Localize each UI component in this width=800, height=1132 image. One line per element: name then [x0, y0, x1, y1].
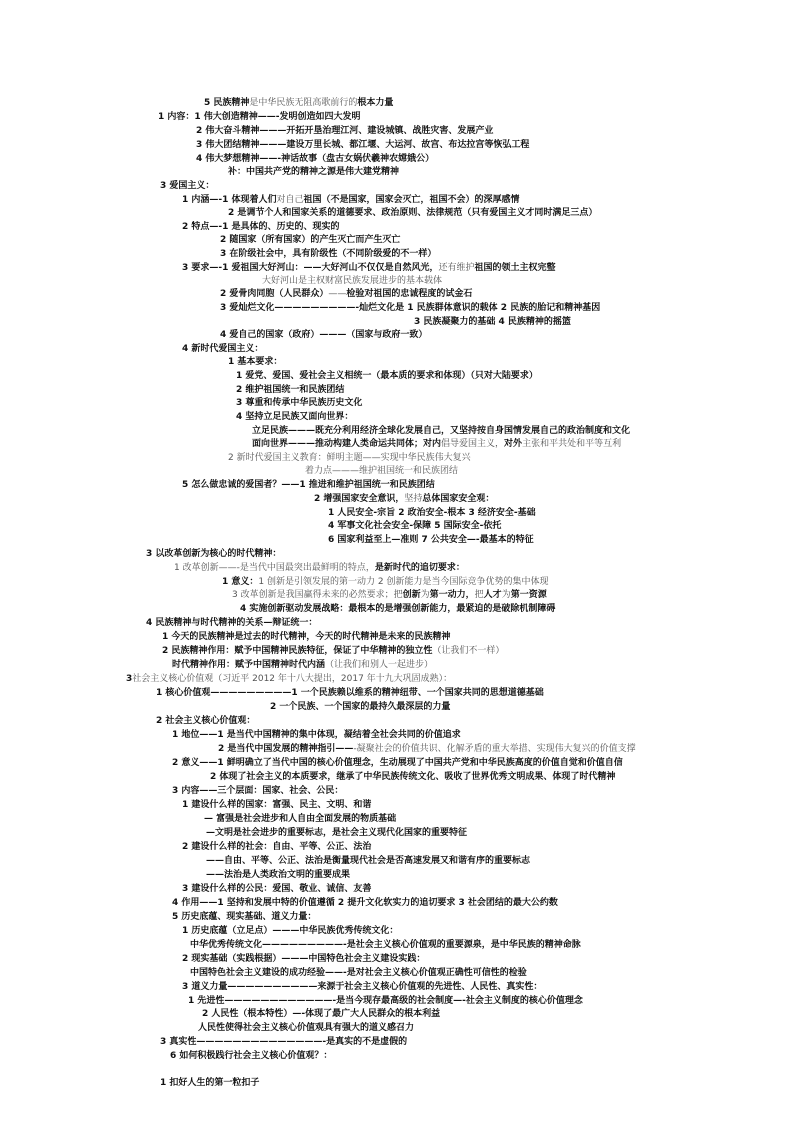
text-line	[218, 743, 636, 756]
text-line	[182, 479, 435, 492]
text-line	[220, 302, 600, 315]
text-run: 4 爱自己的国家（政府）———（国家与政府一致）	[220, 330, 428, 340]
text-run: 1 创新是引领发展的第一动力 2 创新能力是当今国际竞争优势的集中体现	[258, 577, 549, 587]
text-line	[220, 288, 472, 301]
text-line	[262, 275, 442, 288]
text-run: 2 人民性（根本特性）—-体现了最广大人民群众的根本利益	[202, 1009, 441, 1019]
text-run: 2 一个民族、一个国家的最持久最深层的力量	[270, 702, 451, 712]
text-run: 3 尊重和传承中华民族历史文化	[236, 398, 363, 408]
text-run: 创新	[402, 590, 421, 600]
text-run: 还有维护	[438, 263, 475, 273]
text-run: 人才	[483, 590, 502, 600]
text-run: 社会主义核心价值观（习近平 2012 年十八大提出，2017 年十九大巩固成熟）：	[132, 674, 453, 684]
text-run: 中国特色社会主义建设的成功经验——-是对社会主义核心价值观正确性可信性的检验	[190, 968, 527, 978]
text-run: 4 伟大梦想精神——-神话故事（盘古女娲伏羲神农嫦娥公）	[196, 154, 435, 164]
text-line	[220, 234, 400, 247]
text-run: 5 怎么做忠诚的爱国者？——1 推进和维护祖国统一和民族团结	[182, 480, 435, 490]
text-run: 3 改革创新是我国赢得未来的必然要求；把	[232, 590, 403, 600]
text-run: 1 内涵—-1 体现着人们	[182, 195, 277, 205]
text-run: 检验对祖国的忠诚程度的试金石	[346, 289, 473, 299]
text-run: 是中华民族无阻高歌前行的	[249, 98, 358, 108]
text-line	[236, 411, 353, 424]
text-run: 1 人民安全-宗旨 2 政治安全-根本 3 经济安全-基础	[328, 508, 536, 518]
text-run: 面向世界———推动构建人类命运共同体；	[252, 439, 424, 449]
text-run: 2 民族精神作用：赋予中国精神民族特征，保证了中华精神的独立性	[162, 646, 433, 656]
text-run: 4 实施创新驱动发展战略：最根本的是增强创新能力，最紧迫的是破除机制障碍	[240, 604, 556, 614]
text-line	[188, 995, 583, 1008]
text-run: 着力点———维护祖国统一和民族团结	[305, 466, 459, 476]
text-line	[228, 166, 399, 179]
text-run: 1 基本要求：	[228, 357, 283, 367]
text-line	[126, 673, 452, 686]
text-line	[172, 785, 343, 798]
text-run: 3 民族凝聚力的基础 4 民族精神的摇篮	[414, 317, 571, 327]
text-run: 2 意义——1 鲜明确立了当代中国的核心价值理念，生动展现了中国共产党和中华民族高度的价值自觉和价值自信	[172, 758, 623, 768]
text-run: 3 爱国主义：	[160, 181, 215, 191]
text-run: 4 坚持立足民族又面向世界：	[236, 412, 354, 422]
text-line	[228, 356, 282, 369]
text-run: 第一资源	[510, 590, 547, 600]
text-run: 1 爱党、爱国、爱社会主义相统一（最本质的要求和体现）（只对大陆要求）	[236, 371, 538, 381]
text-line	[182, 883, 371, 896]
text-line	[172, 729, 461, 742]
text-run: 1 地位——1 是当代中国精神的集中体现，凝结着全社会共同的价值追求	[172, 730, 461, 740]
text-run: 5 民族精神	[204, 98, 250, 108]
text-run: 5 历史底蕴、现实基础、道义力量：	[172, 912, 317, 922]
text-line	[172, 911, 316, 924]
text-run: 1 扣好人生的第一粒扣子	[160, 1078, 260, 1088]
text-line	[236, 397, 362, 410]
text-run: （让我们不一样）	[432, 646, 505, 656]
text-run: 3 道义力量——————————来源于社会主义核心价值观的先进性、人民性、真实性：	[182, 982, 543, 992]
text-run: 祖国（不是国家，国家会灭亡，祖国不会）的深厚感情	[303, 195, 520, 205]
text-run: 2 建设什么样的社会：自由、平等、公正、法治	[182, 842, 372, 852]
text-line	[206, 855, 530, 868]
text-line	[190, 967, 527, 980]
text-line	[252, 438, 621, 451]
text-run: 1 今天的民族精神是过去的时代精神，今天的时代精神是未来的民族精神	[162, 632, 451, 642]
text-line	[240, 603, 555, 616]
text-line	[146, 548, 281, 561]
text-line	[172, 659, 433, 672]
text-line	[146, 617, 317, 630]
text-line	[228, 452, 471, 465]
text-run: 2 是当代中国发展的精神指引——	[218, 744, 354, 754]
text-line	[182, 925, 398, 938]
text-run: 第一动力，	[429, 590, 475, 600]
text-line	[198, 1022, 414, 1035]
text-line	[182, 981, 542, 994]
text-line	[328, 534, 534, 547]
text-run: 根本力量	[357, 98, 394, 108]
text-line	[232, 589, 547, 602]
text-run: 为	[420, 590, 430, 600]
text-run: 3 建设什么样的公民：爱国、敬业、诚信、友善	[182, 884, 372, 894]
text-line	[252, 425, 630, 438]
text-run: 立足民族———既充分利用经济全球化发展自己，又坚持按自身国情发展自己的政治制度和文化	[252, 426, 631, 436]
text-run: 2 新时代爱国主义教育：鲜明主题——实现中华民族伟大复兴	[228, 453, 471, 463]
text-line	[174, 562, 465, 575]
text-line	[270, 701, 450, 714]
text-run: 3 爱灿烂文化—————————-灿烂文化是 1 民族群体意识的载体 2 民族的胎记和精神基因	[220, 303, 601, 313]
text-run: （让我们和别人一起进步）	[325, 660, 434, 670]
text-line	[236, 370, 538, 383]
text-run: 6 如何积极践行社会主义核心价值观？：	[170, 1051, 333, 1061]
text-line	[236, 384, 344, 397]
text-run: 3 伟大团结精神———建设万里长城、都江堰、大运河、故宫、布达拉宫等恢弘工程	[196, 140, 530, 150]
text-run: 4 军事文化社会安全-保障 5 国际安全-依托	[328, 521, 502, 531]
text-line	[162, 631, 450, 644]
text-run: 2 现实基础（实践根据）———中国特色社会主义建设实践：	[182, 954, 426, 964]
text-run: 主张和平共处和平等互利	[522, 439, 622, 449]
text-run: 3	[126, 674, 133, 684]
text-run: 总体国家安全观：	[422, 494, 495, 504]
text-line	[314, 493, 494, 506]
text-line	[328, 507, 536, 520]
text-line	[182, 841, 371, 854]
text-run: 把	[474, 590, 484, 600]
text-run: —文明是社会进步的重要标志，是社会主义现代化国家的重要特征	[206, 828, 468, 838]
text-run: 2 伟大奋斗精神———开拓开垦治理江河、建设城镇、战胜灾害、发展产业	[196, 126, 494, 136]
text-run: 道德要求、政治原则、法律规范（只有爱国主义才同时满足三点）	[336, 208, 598, 218]
text-run: 2 是调节个人和国家关系的	[228, 208, 337, 218]
text-run: 3 真实性——————————————-是真实的不是虚假的	[160, 1037, 408, 1047]
text-line	[206, 869, 350, 882]
text-run: 2 特点—-1 是具体的、历史的、现实的	[182, 222, 340, 232]
text-line	[156, 715, 255, 728]
text-line	[156, 687, 544, 700]
text-line	[220, 248, 436, 261]
text-line	[182, 194, 520, 207]
text-run: ——	[328, 289, 347, 299]
text-run: 2 维护祖国统一和民族团结	[236, 385, 345, 395]
text-run: 6 国家利益至上—准则 7 公共安全—-最基本的特征	[328, 535, 534, 545]
text-line	[190, 939, 581, 952]
text-run: 4 新时代爱国主义：	[182, 344, 264, 354]
text-line	[182, 343, 263, 356]
text-run: 坚持	[404, 494, 423, 504]
text-run: 1 历史底蕴（立足点）———中华民族优秀传统文化：	[182, 926, 399, 936]
text-run: 中华优秀传统文化—————————-是社会主义核心价值观的重要源泉，是中华民族的精神命脉	[190, 940, 581, 950]
text-line	[182, 799, 371, 812]
text-line	[172, 897, 558, 910]
text-run: 对外	[504, 439, 523, 449]
text-run: 4 作用——1 坚持和发展中特的价值遵循 2 提升文化软实力的追切要求 3 社会团结的最大公约数	[172, 898, 558, 908]
text-line	[210, 771, 615, 784]
text-run: 对内	[423, 439, 442, 449]
text-line	[222, 576, 548, 589]
text-run: ——法治是人类政治文明的重要成果	[206, 870, 351, 880]
text-run: — 富强是社会进步和人自由全面发展的物质基础	[204, 814, 397, 824]
text-line	[158, 111, 361, 124]
text-run: 补：中国共产党的精神之源是伟大建党精神	[228, 167, 400, 177]
text-line	[182, 221, 340, 234]
text-run: -凝聚社会的价值共识、化解矛盾的重大举措、实现伟大复兴的价值支撑	[353, 744, 636, 754]
text-run: 祖国的领土主权完整	[474, 263, 556, 273]
text-line	[220, 329, 427, 342]
text-line	[202, 1008, 440, 1021]
text-line	[206, 827, 467, 840]
text-line	[196, 139, 529, 152]
text-run: 1 改革创新——-是当代中国最突出最鲜明的特点，	[174, 563, 375, 573]
text-line	[182, 953, 425, 966]
text-line	[160, 1077, 259, 1090]
text-run: 3 要求—-1 爱祖国大好河山：——大好河山不仅仅是自然风光，	[182, 263, 439, 273]
text-run: 时代精神作用：赋予中国精神时代内涵	[172, 660, 326, 670]
text-run: 倡导爱国主义，	[441, 439, 505, 449]
text-run: 2 随国家（所有国家）的产生灭亡而产生灭亡	[220, 235, 401, 245]
text-run: 1 内容：1 伟大创造精神——-发明创造如四大发明	[158, 112, 361, 122]
text-run: ——自由、平等、公正、法治是衡量现代社会是否高速发展又和谐有序的重要标志	[206, 856, 531, 866]
text-run: 大好河山是主权财富民族发展进步的基本载体	[262, 276, 443, 286]
text-run: 2 爱骨肉同胞（人民群众）	[220, 289, 329, 299]
text-run: 2 体现了社会主义的本质要求，继承了中华民族传统文化、吸收了世界优秀文明成果、体现了时代精神	[210, 772, 616, 782]
text-line	[196, 153, 434, 166]
text-line	[160, 1036, 407, 1049]
text-run: 1 先进性————————————-是当今现存最高级的社会制度—-社会主义制度的核心价值理念	[188, 996, 583, 1006]
text-run: 是新时代的追切要求：	[374, 563, 465, 573]
text-run: 为	[501, 590, 511, 600]
text-run: 2 增强国家安全意识，	[314, 494, 405, 504]
text-run: 1 核心价值观—————————1 一个民族赖以维系的精神纽带、一个国家共同的思想道德基础	[156, 688, 544, 698]
text-run: 人民性使得社会主义核心价值观具有强大的道义感召力	[198, 1023, 415, 1033]
text-run: 1 建设什么样的国家：富强、民主、文明、和谐	[182, 800, 372, 810]
text-line	[204, 813, 396, 826]
text-line	[228, 207, 597, 220]
text-run: 3 内容——三个层面：国家、社会、公民：	[172, 786, 344, 796]
text-line	[160, 180, 214, 193]
text-line	[414, 316, 571, 329]
text-run: 对自己	[276, 195, 304, 205]
text-line	[172, 757, 623, 770]
text-line	[170, 1050, 332, 1063]
text-line	[196, 125, 493, 138]
text-line	[305, 465, 458, 478]
text-line	[204, 97, 393, 110]
text-run: 4 民族精神与时代精神的关系—辩证统一：	[146, 618, 318, 628]
text-run: 2 社会主义核心价值观：	[156, 716, 256, 726]
text-run: 3 以改革创新为核心的时代精神：	[146, 549, 282, 559]
text-run: 3 在阶级社会中，具有阶级性（不同阶级爱的不一样）	[220, 249, 437, 259]
text-line	[328, 520, 501, 533]
text-line	[162, 645, 504, 658]
text-run: 1 意义：	[222, 577, 259, 587]
text-line	[182, 262, 556, 275]
